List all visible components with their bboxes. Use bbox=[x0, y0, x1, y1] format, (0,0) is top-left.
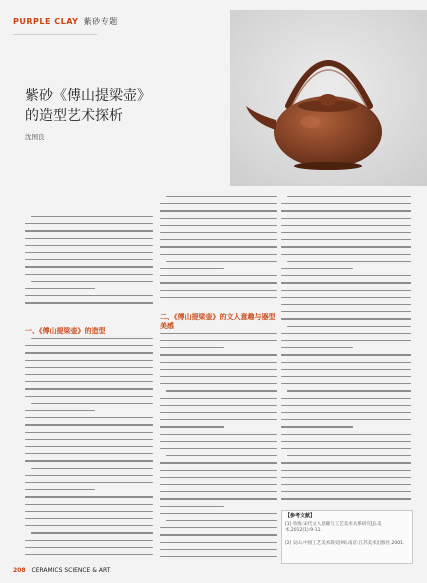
text-line bbox=[25, 518, 153, 519]
text-line bbox=[25, 367, 153, 368]
text-line bbox=[160, 246, 277, 247]
text-line bbox=[160, 534, 277, 535]
header-rule bbox=[13, 34, 97, 35]
text-line bbox=[281, 376, 411, 377]
text-line bbox=[160, 491, 277, 492]
text-line bbox=[25, 410, 95, 411]
text-line bbox=[25, 547, 153, 548]
text-line bbox=[281, 246, 411, 247]
text-line bbox=[25, 453, 153, 454]
text-line bbox=[160, 470, 277, 471]
text-line bbox=[160, 275, 277, 276]
text-line bbox=[160, 462, 277, 463]
text-line bbox=[160, 203, 277, 204]
text-line bbox=[25, 288, 95, 289]
text-line bbox=[281, 311, 411, 312]
text-line bbox=[281, 426, 353, 427]
text-line bbox=[25, 540, 153, 541]
text-line bbox=[160, 527, 277, 528]
text-line bbox=[281, 462, 411, 463]
text-line bbox=[25, 475, 153, 476]
section-heading-1: 一、《傅山提梁壶》的造型 bbox=[25, 326, 106, 335]
text-line bbox=[160, 549, 277, 550]
text-line bbox=[160, 225, 277, 226]
text-line bbox=[160, 218, 277, 219]
article-title bbox=[25, 86, 151, 126]
text-line bbox=[160, 477, 277, 478]
text-line bbox=[160, 405, 277, 406]
text-line bbox=[31, 532, 153, 533]
text-line bbox=[160, 556, 277, 557]
page-footer bbox=[13, 567, 110, 574]
text-line bbox=[25, 504, 153, 505]
text-line bbox=[160, 506, 224, 507]
text-line bbox=[281, 369, 411, 370]
text-line bbox=[160, 290, 277, 291]
text-line bbox=[25, 417, 153, 418]
references-title: 【参考文献】 bbox=[285, 513, 316, 519]
text-line bbox=[160, 398, 277, 399]
text-line bbox=[25, 554, 153, 555]
text-line bbox=[160, 419, 277, 420]
text-line bbox=[281, 383, 411, 384]
text-line bbox=[281, 354, 411, 355]
text-line bbox=[281, 203, 411, 204]
text-line bbox=[160, 448, 277, 449]
section-label: 紫砂专题 bbox=[83, 17, 118, 26]
text-line bbox=[25, 374, 153, 375]
text-line bbox=[160, 347, 224, 348]
text-line bbox=[25, 266, 153, 267]
text-line bbox=[281, 498, 411, 499]
text-line bbox=[160, 210, 277, 211]
text-line bbox=[160, 383, 277, 384]
text-line bbox=[160, 333, 277, 334]
text-line bbox=[25, 259, 153, 260]
text-line bbox=[25, 424, 153, 425]
text-line bbox=[160, 498, 277, 499]
references-box bbox=[281, 510, 413, 564]
text-line bbox=[25, 245, 153, 246]
title-line-2: 的造型艺术探析 bbox=[25, 108, 123, 124]
body-column-2 bbox=[160, 196, 277, 556]
text-line bbox=[25, 223, 153, 224]
brand-label: PURPLE CLAY bbox=[13, 17, 79, 26]
text-line bbox=[25, 352, 153, 353]
title-line-1: 紫砂《傅山提梁壶》 bbox=[25, 88, 151, 104]
text-line bbox=[160, 426, 224, 427]
text-line bbox=[160, 232, 277, 233]
text-line bbox=[281, 405, 411, 406]
text-line bbox=[25, 525, 153, 526]
text-line bbox=[281, 282, 411, 283]
text-line bbox=[25, 460, 153, 461]
text-line bbox=[281, 398, 411, 399]
text-line bbox=[31, 216, 153, 217]
page-number: 208 bbox=[13, 567, 26, 574]
text-line bbox=[287, 455, 411, 456]
journal-section-header bbox=[13, 16, 118, 27]
text-line bbox=[25, 295, 153, 296]
text-line bbox=[166, 196, 277, 197]
text-line bbox=[31, 338, 153, 339]
text-line bbox=[160, 542, 277, 543]
text-line bbox=[281, 419, 411, 420]
text-line bbox=[31, 468, 153, 469]
text-line bbox=[25, 302, 153, 303]
text-line bbox=[25, 388, 153, 389]
text-line bbox=[160, 254, 277, 255]
text-line bbox=[25, 381, 153, 382]
text-line bbox=[281, 340, 411, 341]
author-name: 沈国良 bbox=[25, 133, 45, 141]
text-line bbox=[287, 261, 411, 262]
text-line bbox=[281, 275, 411, 276]
text-line bbox=[281, 491, 411, 492]
text-line bbox=[160, 362, 277, 363]
text-line bbox=[25, 396, 153, 397]
text-line bbox=[281, 441, 411, 442]
text-line bbox=[25, 511, 153, 512]
text-line bbox=[160, 369, 277, 370]
text-line bbox=[281, 470, 411, 471]
text-line bbox=[160, 340, 277, 341]
text-line bbox=[25, 360, 153, 361]
text-line bbox=[281, 268, 353, 269]
text-line bbox=[25, 496, 153, 497]
text-line bbox=[25, 345, 153, 346]
text-line bbox=[25, 432, 153, 433]
text-line bbox=[281, 484, 411, 485]
text-line bbox=[281, 290, 411, 291]
text-line bbox=[281, 448, 411, 449]
text-line bbox=[160, 239, 277, 240]
teapot-illustration bbox=[230, 10, 427, 186]
body-column-3 bbox=[281, 196, 411, 506]
text-line bbox=[166, 455, 277, 456]
text-line bbox=[25, 230, 153, 231]
abstract-block bbox=[25, 214, 153, 306]
section-heading-2: 二、《傅山提梁壶》的文人意趣与器型美感 bbox=[160, 312, 276, 330]
text-line bbox=[25, 446, 153, 447]
text-line bbox=[160, 282, 277, 283]
text-line bbox=[281, 318, 411, 319]
text-line bbox=[25, 439, 153, 440]
text-line bbox=[281, 333, 411, 334]
text-line bbox=[160, 441, 277, 442]
reference-item: [2] 吴山.中国工艺美术简史[M].南京:江苏美术出版社,2001. bbox=[285, 541, 405, 546]
text-line bbox=[166, 390, 277, 391]
reference-item: [1] 单海.宋代文人意趣与工艺美术关系研究[J].美术,2012(1):9-11. bbox=[285, 522, 382, 533]
text-line bbox=[25, 482, 153, 483]
text-line bbox=[160, 412, 277, 413]
text-line bbox=[287, 390, 411, 391]
text-line bbox=[25, 252, 153, 253]
text-line bbox=[160, 434, 277, 435]
text-line bbox=[166, 520, 277, 521]
text-line bbox=[31, 403, 153, 404]
teapot-photo bbox=[230, 10, 427, 186]
text-line bbox=[25, 489, 95, 490]
text-line bbox=[287, 326, 411, 327]
text-line bbox=[31, 281, 153, 282]
text-line bbox=[160, 354, 277, 355]
text-line bbox=[281, 232, 411, 233]
text-line bbox=[160, 484, 277, 485]
body-column-1 bbox=[25, 308, 153, 556]
text-line bbox=[281, 297, 411, 298]
text-line bbox=[160, 297, 277, 298]
text-line bbox=[281, 434, 411, 435]
text-line bbox=[166, 261, 277, 262]
text-line bbox=[160, 268, 224, 269]
text-line bbox=[25, 238, 153, 239]
text-line bbox=[281, 254, 411, 255]
text-line bbox=[281, 347, 353, 348]
journal-name: CERAMICS SCIENCE & ART bbox=[31, 567, 111, 574]
text-line bbox=[281, 225, 411, 226]
text-line bbox=[281, 362, 411, 363]
text-line bbox=[160, 513, 277, 514]
text-line bbox=[287, 196, 411, 197]
text-line bbox=[281, 239, 411, 240]
text-line bbox=[281, 218, 411, 219]
text-line bbox=[281, 477, 411, 478]
text-line bbox=[281, 210, 411, 211]
text-line bbox=[281, 412, 411, 413]
text-line bbox=[25, 274, 153, 275]
text-line bbox=[281, 304, 411, 305]
text-line bbox=[160, 376, 277, 377]
